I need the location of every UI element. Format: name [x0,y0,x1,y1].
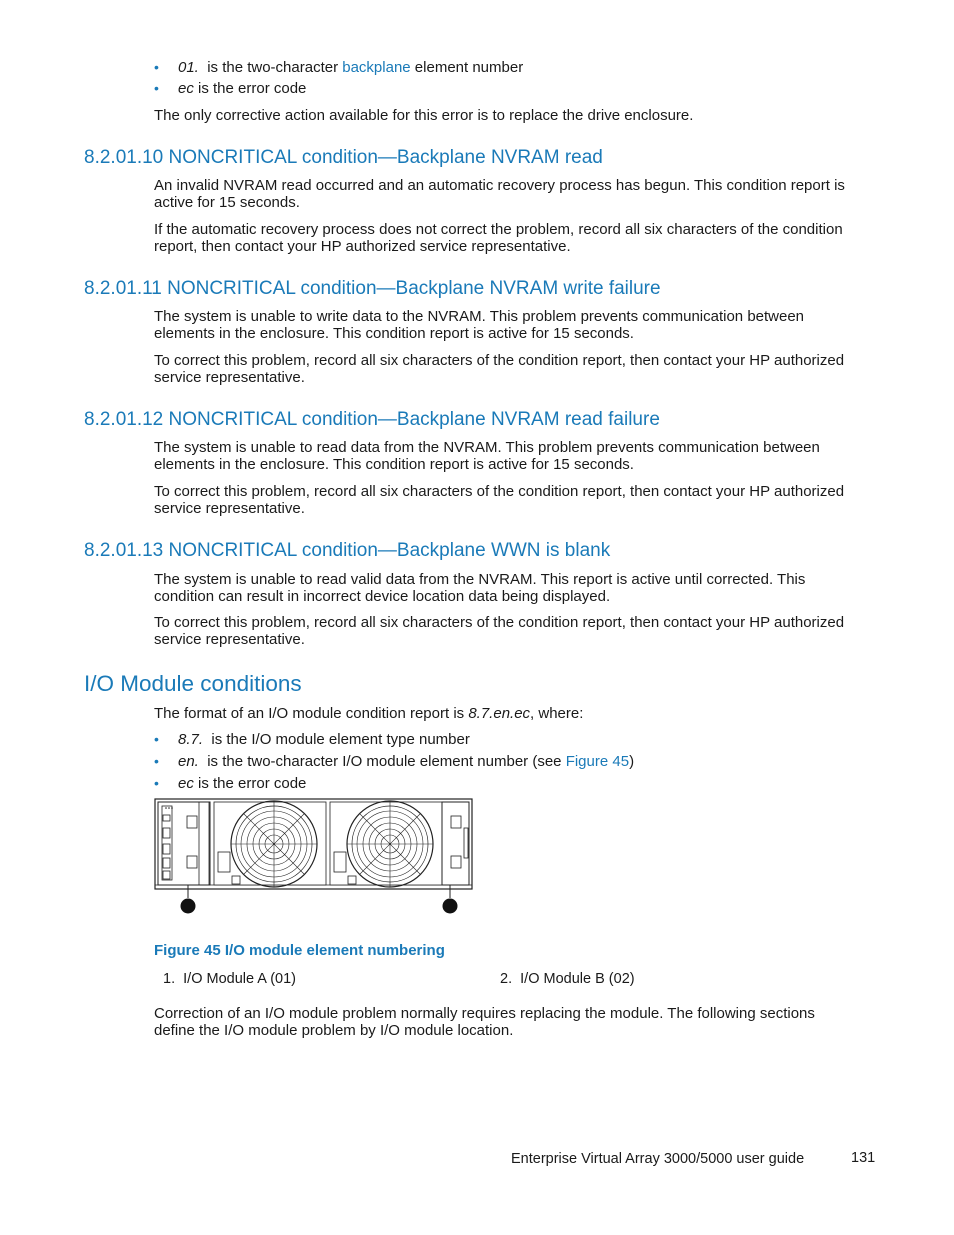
section-heading: 8.2.01.11 NONCRITICAL condition—Backplane NVRAM write failure [84,278,661,299]
list-item: • en. is the two-character I/O module element number (see Figure 45) [154,753,635,770]
bullet-icon: • [154,59,159,75]
footer-title: Enterprise Virtual Array 3000/5000 user guide [511,1151,805,1167]
paragraph: To correct this problem, record all six characters of the condition report, then contact your HP authorized service representative. [154,483,845,517]
list-item: • 8.7. is the I/O module element type number [154,731,470,748]
list-item: • 01. is the two-character backplane element number [154,59,524,76]
section-heading: 8.2.01.10 NONCRITICAL condition—Backplane NVRAM read [84,147,603,168]
section-heading: 8.2.01.13 NONCRITICAL condition—Backplane WWN is blank [84,540,611,561]
bullet-icon: • [154,80,159,96]
paragraph: The format of an I/O module condition report is 8.7.en.ec, where: [154,705,584,722]
callout-marker [181,899,196,914]
callout-label: 2. I/O Module B (02) [500,971,635,987]
paragraph: The only corrective action available for this error is to replace the drive enclosure. [154,107,694,124]
fan-icon [330,801,442,887]
figure-caption: Figure 45 I/O module element numbering [154,942,445,959]
backplane-link[interactable]: backplane [342,59,411,76]
bullet-icon: • [154,753,159,769]
io-module-figure [154,798,474,918]
paragraph: Correction of an I/O module problem normally requires replacing the module. The following sections define the I/O module problem by I/O module location. [154,1005,815,1039]
paragraph: An invalid NVRAM read occurred and an automatic recovery process has begun. This condition report is active for 15 seconds. [154,177,845,211]
paragraph: The system is unable to write data to the NVRAM. This problem prevents communication between elements in the enclosure. This condition report is active for 15 seconds. [154,308,805,342]
callout-marker [443,899,458,914]
paragraph: The system is unable to read data from the NVRAM. This problem prevents communication between elements in the enclosure. This condition report is active for 15 seconds. [154,439,820,473]
list-item: • ec is the error code [154,775,307,792]
paragraph: The system is unable to read valid data from the NVRAM. This report is active until corrected. This condition can result in incorrect device location data being displayed. [154,571,806,605]
bullet-icon: • [154,775,159,791]
bullet-icon: • [154,731,159,747]
page-number: 131 [851,1150,876,1166]
paragraph: To correct this problem, record all six characters of the condition report, then contact your HP authorized service representative. [154,352,845,386]
io-module-a [158,802,210,885]
callout-label: 1. I/O Module A (01) [163,971,296,987]
paragraph: To correct this problem, record all six characters of the condition report, then contact your HP authorized service representative. [154,614,845,648]
fan-icon [214,801,326,887]
paragraph: If the automatic recovery process does not correct the problem, record all six characters of the condition report, then contact your HP authorized service representative. [154,221,843,255]
section-heading: 8.2.01.12 NONCRITICAL condition—Backplane NVRAM read failure [84,409,660,430]
figure-45-link[interactable]: Figure 45 [565,753,630,770]
section-title: I/O Module conditions [84,671,302,696]
list-item: • ec is the error code [154,80,307,97]
io-module-b [442,802,469,885]
